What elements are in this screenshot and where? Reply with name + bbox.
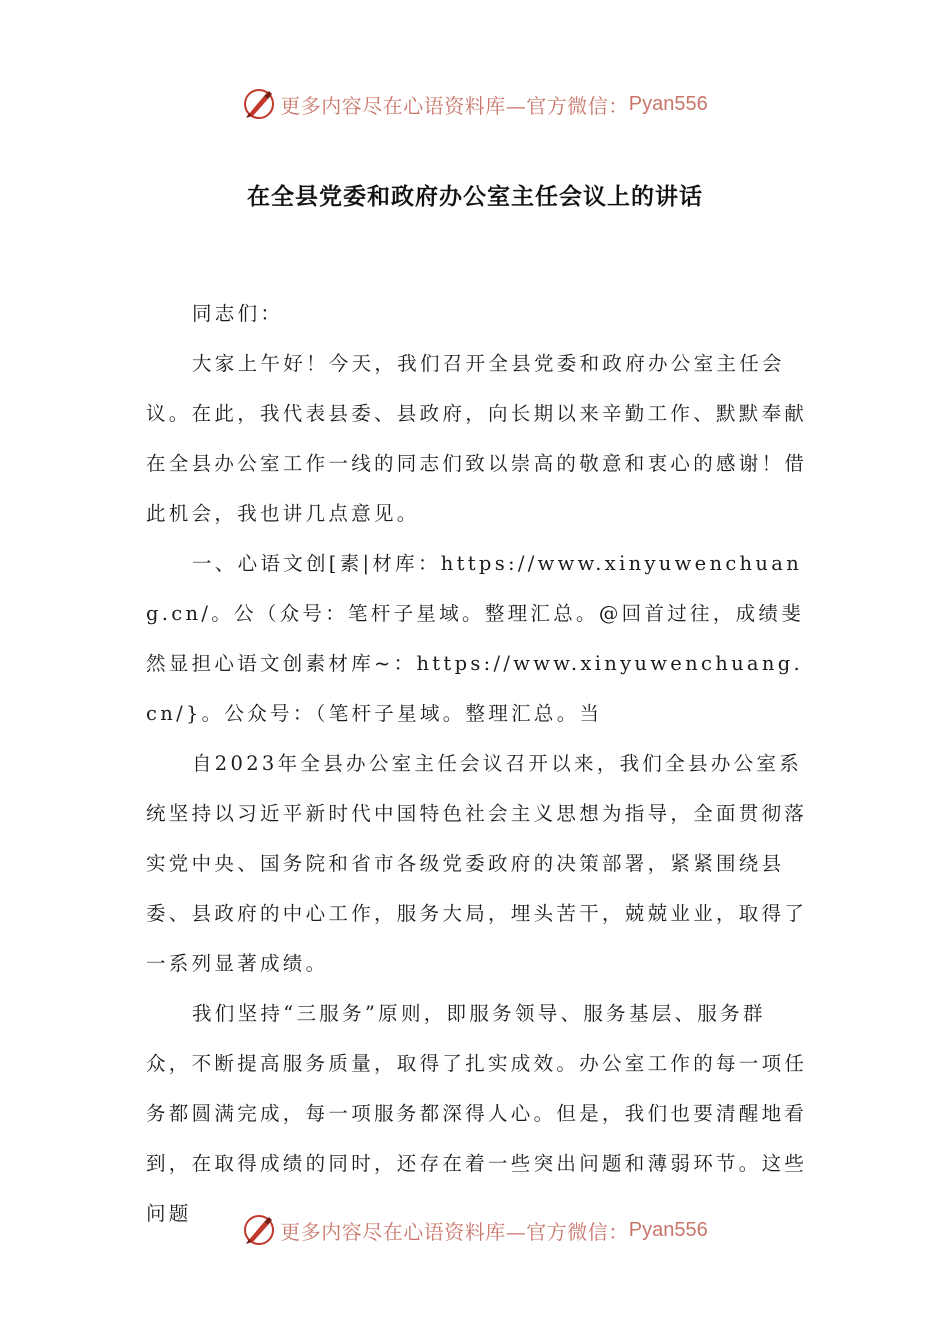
pen-logo-icon (242, 1213, 276, 1247)
header-wechat-id: Pyan556 (628, 92, 708, 115)
pen-logo-icon (242, 87, 276, 121)
paragraph-4: 我们坚持“三服务”原则，即服务领导、服务基层、服务群众，不断提高服务质量，取得了扎实成效。办公室工作的每一项任务都圆满完成，每一项服务都深得人心。但是，我们也要清醒地看到，在取得成绩的同时，还存在着一些突出问题和薄弱环节。这些问题 (146, 1002, 808, 1225)
document-title: 在全县党委和政府办公室主任会议上的讲话 (247, 184, 703, 210)
document-body (146, 289, 810, 1239)
footer-banner-text: 更多内容尽在心语资料库—官方微信： (280, 1219, 629, 1244)
footer-wechat-id: Pyan556 (628, 1218, 708, 1241)
paragraph-2: 一、心语文创[素|材库：https://www.xinyuwenchuang.cn/。公（众号：笔杆子星域。整理汇总。@回首过往，成绩斐然显担心语文创素材库~：https://www.xinyuwenchuang.cn/}。公众号：（笔杆子星域。整理汇总。当 (146, 552, 805, 725)
header-banner-text: 更多内容尽在心语资料库—官方微信： (280, 93, 629, 118)
footer-banner (0, 1210, 950, 1250)
paragraph-1: 大家上午好！今天，我们召开全县党委和政府办公室主任会议。在此，我代表县委、县政府，向长期以来辛勤工作、默默奉献在全县办公室工作一线的同志们致以崇高的敬意和衷心的感谢！借此机会，我也讲几点意见。 (146, 352, 808, 525)
header-banner (0, 84, 950, 124)
salutation: 同志们： (192, 302, 284, 325)
paragraph-3: 自2023年全县办公室主任会议召开以来，我们全县办公室系统坚持以习近平新时代中国特色社会主义思想为指导，全面贯彻落实党中央、国务院和省市各级党委政府的决策部署，紧紧围绕县委、县政府的中心工作，服务大局，埋头苦干，兢兢业业，取得了一系列显著成绩。 (146, 752, 808, 975)
